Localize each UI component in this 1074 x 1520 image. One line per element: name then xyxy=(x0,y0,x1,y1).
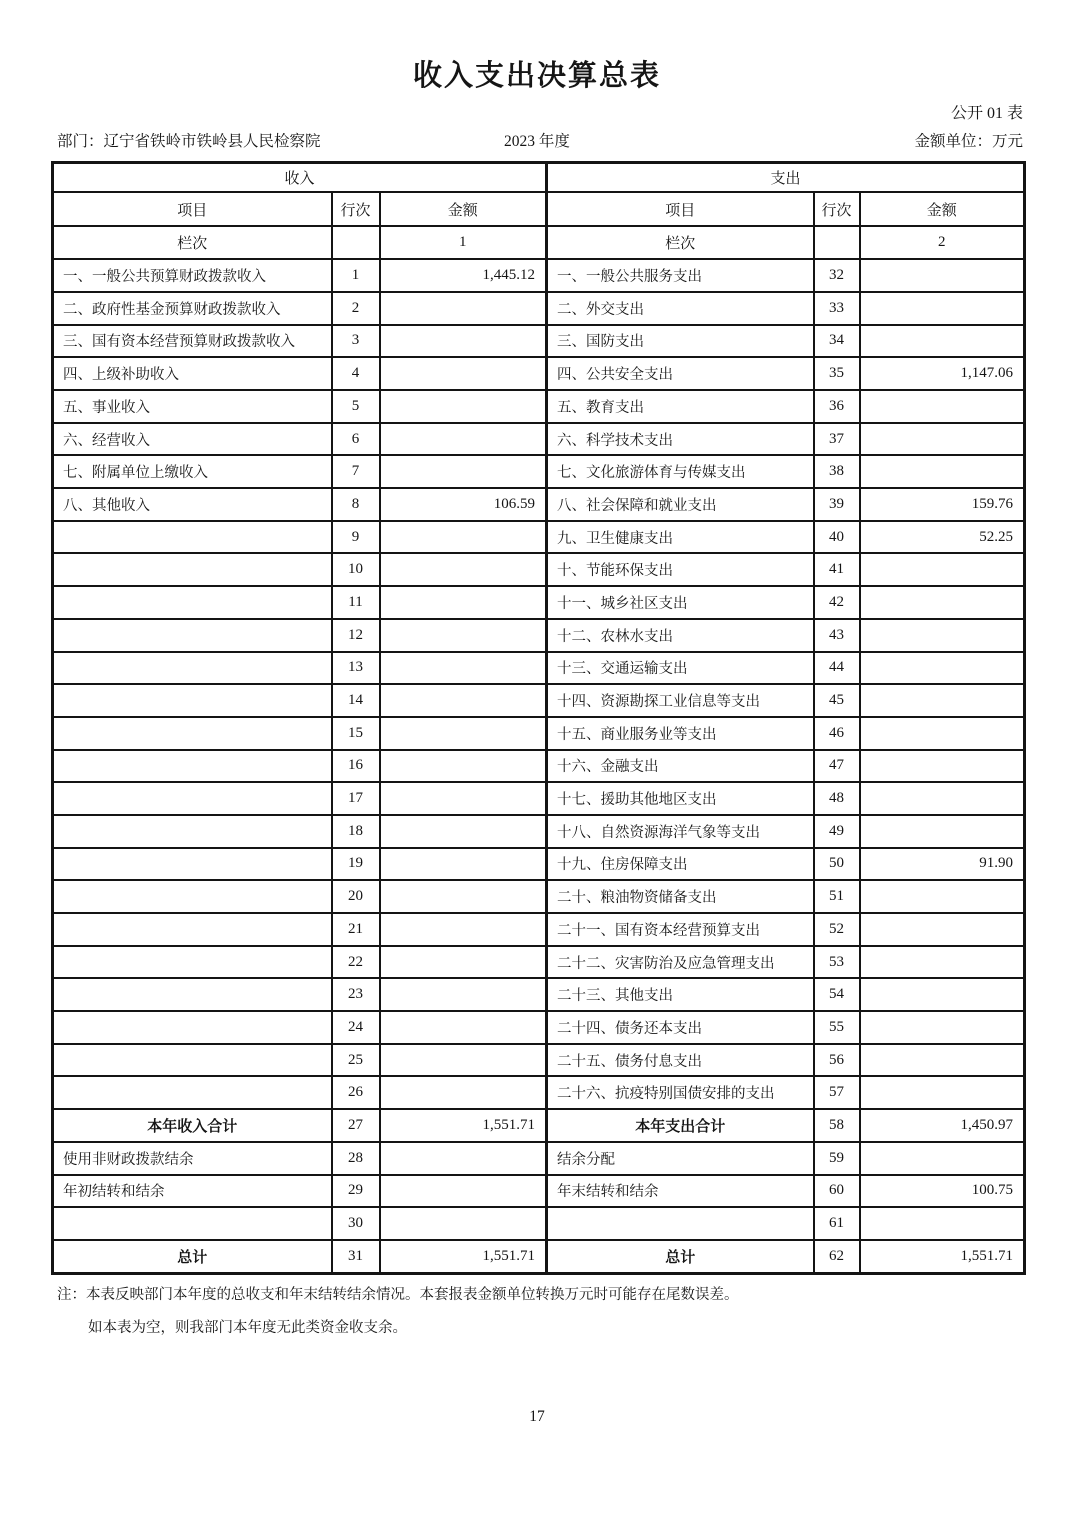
income-amount-cell: 1,551.71 xyxy=(380,1109,547,1142)
expense-line-cell: 32 xyxy=(814,259,860,292)
income-amount-cell: 1,445.12 xyxy=(380,259,547,292)
expense-amount-cell xyxy=(860,717,1025,750)
expense-amount-cell xyxy=(860,325,1025,358)
income-amount-cell xyxy=(380,521,547,554)
expense-amount-cell xyxy=(860,684,1025,717)
income-item-cell xyxy=(53,782,332,815)
unit-label: 金额单位：万元 xyxy=(914,133,1023,151)
expense-item-cell: 二十六、抗疫特别国债安排的支出 xyxy=(547,1076,814,1109)
expense-amount-cell xyxy=(860,423,1025,456)
expense-item-cell: 结余分配 xyxy=(547,1142,814,1175)
income-amount-cell xyxy=(380,586,547,619)
table-row xyxy=(53,390,1025,423)
page-title: 收入支出决算总表 xyxy=(412,60,661,92)
expense-index-value: 2 xyxy=(860,226,1025,259)
table-row xyxy=(53,357,1025,390)
page-content xyxy=(51,103,1023,1337)
income-line-cell: 11 xyxy=(332,586,380,619)
income-amount-cell xyxy=(380,978,547,1011)
column-index-row xyxy=(53,226,1025,259)
income-item-cell: 年初结转和结余 xyxy=(53,1175,332,1208)
income-line-cell: 20 xyxy=(332,880,380,913)
expense-amount-cell xyxy=(860,390,1025,423)
income-amount-cell xyxy=(380,619,547,652)
expense-amount-cell: 52.25 xyxy=(860,521,1025,554)
income-amount-cell xyxy=(380,1076,547,1109)
income-line-cell: 12 xyxy=(332,619,380,652)
expense-line-cell: 53 xyxy=(814,946,860,979)
income-amount-cell xyxy=(380,1207,547,1240)
income-item-cell xyxy=(53,1044,332,1077)
expense-line-cell: 42 xyxy=(814,586,860,619)
expense-item-cell: 二十三、其他支出 xyxy=(547,978,814,1011)
department-label: 部门：辽宁省铁岭市铁岭县人民检察院 xyxy=(57,133,321,151)
income-amount-cell xyxy=(380,848,547,881)
income-amount-cell: 1,551.71 xyxy=(380,1240,547,1273)
expense-item-cell: 二十五、债务付息支出 xyxy=(547,1044,814,1077)
expense-line-header: 行次 xyxy=(814,192,860,226)
expense-item-cell: 二十一、国有资本经营预算支出 xyxy=(547,913,814,946)
income-amount-cell xyxy=(380,782,547,815)
expense-amount-cell: 1,147.06 xyxy=(860,357,1025,390)
expense-item-cell xyxy=(547,1207,814,1240)
income-item-cell xyxy=(53,684,332,717)
income-amount-cell xyxy=(380,717,547,750)
income-line-cell: 8 xyxy=(332,488,380,521)
income-amount-header: 金额 xyxy=(380,192,547,226)
table-row xyxy=(53,1142,1025,1175)
expense-line-cell: 59 xyxy=(814,1142,860,1175)
income-item-cell: 四、上级补助收入 xyxy=(53,357,332,390)
income-item-cell xyxy=(53,586,332,619)
expense-item-cell: 本年支出合计 xyxy=(547,1109,814,1142)
income-item-cell xyxy=(53,750,332,783)
income-line-cell: 14 xyxy=(332,684,380,717)
income-index-label: 栏次 xyxy=(53,226,332,259)
table-row xyxy=(53,325,1025,358)
expense-item-cell: 十九、住房保障支出 xyxy=(547,848,814,881)
expense-amount-cell xyxy=(860,652,1025,685)
income-item-cell: 五、事业收入 xyxy=(53,390,332,423)
income-line-header: 行次 xyxy=(332,192,380,226)
table-label: 公开 01 表 xyxy=(950,105,1023,123)
expense-item-header: 项目 xyxy=(547,192,814,226)
income-item-cell: 二、政府性基金预算财政拨款收入 xyxy=(53,292,332,325)
income-amount-cell xyxy=(380,325,547,358)
table-row xyxy=(53,684,1025,717)
table-row xyxy=(53,619,1025,652)
income-item-cell: 总计 xyxy=(53,1240,332,1273)
income-line-cell: 16 xyxy=(332,750,380,783)
table-body xyxy=(53,259,1025,1273)
expense-item-cell: 十八、自然资源海洋气象等支出 xyxy=(547,815,814,848)
income-amount-cell xyxy=(380,652,547,685)
expense-amount-cell: 159.76 xyxy=(860,488,1025,521)
expense-item-cell: 一、一般公共服务支出 xyxy=(547,259,814,292)
expense-item-cell: 十六、金融支出 xyxy=(547,750,814,783)
income-item-cell: 本年收入合计 xyxy=(53,1109,332,1142)
expense-line-cell: 36 xyxy=(814,390,860,423)
expense-line-cell: 41 xyxy=(814,553,860,586)
year-label: 2023 年度 xyxy=(504,133,570,151)
income-line-cell: 31 xyxy=(332,1240,380,1273)
income-amount-cell xyxy=(380,913,547,946)
income-item-cell: 三、国有资本经营预算财政拨款收入 xyxy=(53,325,332,358)
expense-amount-cell: 100.75 xyxy=(860,1175,1025,1208)
expense-amount-cell xyxy=(860,1142,1025,1175)
expense-line-cell: 44 xyxy=(814,652,860,685)
table-row xyxy=(53,978,1025,1011)
expense-line-cell: 50 xyxy=(814,848,860,881)
expense-line-cell: 38 xyxy=(814,455,860,488)
income-item-cell xyxy=(53,978,332,1011)
income-item-cell xyxy=(53,1207,332,1240)
income-line-cell: 3 xyxy=(332,325,380,358)
expense-amount-cell xyxy=(860,880,1025,913)
expense-item-cell: 三、国防支出 xyxy=(547,325,814,358)
income-line-cell: 27 xyxy=(332,1109,380,1142)
expense-amount-header: 金额 xyxy=(860,192,1025,226)
expense-item-cell: 二十二、灾害防治及应急管理支出 xyxy=(547,946,814,979)
expense-amount-cell xyxy=(860,782,1025,815)
expense-line-cell: 33 xyxy=(814,292,860,325)
income-line-cell: 15 xyxy=(332,717,380,750)
expense-amount-cell xyxy=(860,1044,1025,1077)
expense-amount-cell xyxy=(860,913,1025,946)
table-row xyxy=(53,553,1025,586)
expense-line-cell: 35 xyxy=(814,357,860,390)
income-item-cell xyxy=(53,913,332,946)
expense-amount-cell xyxy=(860,978,1025,1011)
expense-item-cell: 十四、资源勘探工业信息等支出 xyxy=(547,684,814,717)
expense-amount-cell xyxy=(860,292,1025,325)
expense-item-cell: 八、社会保障和就业支出 xyxy=(547,488,814,521)
income-amount-cell xyxy=(380,1011,547,1044)
income-amount-cell xyxy=(380,815,547,848)
table-row xyxy=(53,880,1025,913)
income-expense-table xyxy=(51,161,1026,1274)
income-item-header: 项目 xyxy=(53,192,332,226)
table-row xyxy=(53,488,1025,521)
income-line-cell: 26 xyxy=(332,1076,380,1109)
expense-item-cell: 七、文化旅游体育与传媒支出 xyxy=(547,455,814,488)
column-header-row xyxy=(53,192,1025,226)
table-row xyxy=(53,750,1025,783)
table-row xyxy=(53,455,1025,488)
income-item-cell: 八、其他收入 xyxy=(53,488,332,521)
income-item-cell xyxy=(53,521,332,554)
income-item-cell xyxy=(53,1011,332,1044)
expense-line-cell: 40 xyxy=(814,521,860,554)
income-amount-cell xyxy=(380,1044,547,1077)
income-line-cell: 23 xyxy=(332,978,380,1011)
income-item-cell xyxy=(53,553,332,586)
income-amount-cell xyxy=(380,357,547,390)
expense-item-cell: 六、科学技术支出 xyxy=(547,423,814,456)
expense-amount-cell: 1,551.71 xyxy=(860,1240,1025,1273)
expense-item-cell: 二、外交支出 xyxy=(547,292,814,325)
income-line-cell: 7 xyxy=(332,455,380,488)
income-item-cell xyxy=(53,880,332,913)
expense-amount-cell xyxy=(860,1011,1025,1044)
expense-amount-cell xyxy=(860,946,1025,979)
income-line-cell: 10 xyxy=(332,553,380,586)
income-item-cell xyxy=(53,946,332,979)
income-item-cell xyxy=(53,619,332,652)
expense-line-cell: 46 xyxy=(814,717,860,750)
expense-line-cell: 48 xyxy=(814,782,860,815)
income-line-cell: 1 xyxy=(332,259,380,292)
income-line-cell: 5 xyxy=(332,390,380,423)
expense-amount-cell xyxy=(860,1207,1025,1240)
income-line-cell: 19 xyxy=(332,848,380,881)
income-amount-cell xyxy=(380,553,547,586)
table-row xyxy=(53,815,1025,848)
expense-item-cell: 十一、城乡社区支出 xyxy=(547,586,814,619)
expense-section-header: 支出 xyxy=(547,163,1025,193)
expense-line-cell: 60 xyxy=(814,1175,860,1208)
expense-amount-cell xyxy=(860,553,1025,586)
expense-amount-cell: 1,450.97 xyxy=(860,1109,1025,1142)
expense-line-cell: 39 xyxy=(814,488,860,521)
income-line-cell: 28 xyxy=(332,1142,380,1175)
expense-amount-cell xyxy=(860,586,1025,619)
note-line-2: 如本表为空，则我部门本年度无此类资金收支余。 xyxy=(88,1319,407,1336)
expense-item-cell: 十二、农林水支出 xyxy=(547,619,814,652)
income-line-cell: 24 xyxy=(332,1011,380,1044)
expense-line-cell: 51 xyxy=(814,880,860,913)
table-row xyxy=(53,1011,1025,1044)
table-row xyxy=(53,946,1025,979)
expense-item-cell: 十七、援助其他地区支出 xyxy=(547,782,814,815)
expense-line-cell: 47 xyxy=(814,750,860,783)
expense-amount-cell xyxy=(860,619,1025,652)
expense-index-label: 栏次 xyxy=(547,226,814,259)
income-line-cell: 9 xyxy=(332,521,380,554)
expense-line-cell: 61 xyxy=(814,1207,860,1240)
income-amount-cell: 106.59 xyxy=(380,488,547,521)
income-line-cell: 2 xyxy=(332,292,380,325)
expense-line-cell: 34 xyxy=(814,325,860,358)
table-row xyxy=(53,292,1025,325)
expense-amount-cell xyxy=(860,750,1025,783)
income-amount-cell xyxy=(380,750,547,783)
expense-item-cell: 二十四、债务还本支出 xyxy=(547,1011,814,1044)
expense-line-cell: 58 xyxy=(814,1109,860,1142)
income-amount-cell xyxy=(380,684,547,717)
income-line-cell: 17 xyxy=(332,782,380,815)
expense-amount-cell xyxy=(860,259,1025,292)
table-row xyxy=(53,1175,1025,1208)
table-row xyxy=(53,717,1025,750)
income-section-header: 收入 xyxy=(53,163,547,193)
income-item-cell xyxy=(53,717,332,750)
expense-item-cell: 总计 xyxy=(547,1240,814,1273)
table-row xyxy=(53,1076,1025,1109)
expense-amount-cell xyxy=(860,815,1025,848)
income-amount-cell xyxy=(380,946,547,979)
expense-line-cell: 49 xyxy=(814,815,860,848)
expense-amount-cell xyxy=(860,455,1025,488)
income-line-cell: 6 xyxy=(332,423,380,456)
expense-item-cell: 四、公共安全支出 xyxy=(547,357,814,390)
income-amount-cell xyxy=(380,390,547,423)
income-item-cell: 七、附属单位上缴收入 xyxy=(53,455,332,488)
income-amount-cell xyxy=(380,423,547,456)
table-row xyxy=(53,913,1025,946)
income-line-cell: 4 xyxy=(332,357,380,390)
expense-amount-cell xyxy=(860,1076,1025,1109)
income-amount-cell xyxy=(380,1175,547,1208)
income-item-cell xyxy=(53,1076,332,1109)
expense-line-cell: 55 xyxy=(814,1011,860,1044)
expense-line-cell: 54 xyxy=(814,978,860,1011)
table-row xyxy=(53,259,1025,292)
table-row xyxy=(53,1207,1025,1240)
expense-item-cell: 五、教育支出 xyxy=(547,390,814,423)
table-row xyxy=(53,1240,1025,1273)
expense-index-line-cell xyxy=(814,226,860,259)
expense-line-cell: 57 xyxy=(814,1076,860,1109)
expense-item-cell: 年末结转和结余 xyxy=(547,1175,814,1208)
expense-item-cell: 九、卫生健康支出 xyxy=(547,521,814,554)
income-item-cell xyxy=(53,652,332,685)
income-index-line-cell xyxy=(332,226,380,259)
table-row xyxy=(53,1044,1025,1077)
expense-line-cell: 52 xyxy=(814,913,860,946)
expense-item-cell: 十、节能环保支出 xyxy=(547,553,814,586)
expense-line-cell: 43 xyxy=(814,619,860,652)
table-row xyxy=(53,652,1025,685)
income-line-cell: 21 xyxy=(332,913,380,946)
expense-line-cell: 56 xyxy=(814,1044,860,1077)
expense-item-cell: 二十、粮油物资储备支出 xyxy=(547,880,814,913)
income-line-cell: 22 xyxy=(332,946,380,979)
expense-amount-cell: 91.90 xyxy=(860,848,1025,881)
table-row xyxy=(53,521,1025,554)
section-header-row xyxy=(53,163,1025,193)
table-row xyxy=(53,782,1025,815)
notes xyxy=(51,1285,1023,1338)
income-line-cell: 13 xyxy=(332,652,380,685)
income-item-cell: 一、一般公共预算财政拨款收入 xyxy=(53,259,332,292)
meta-row xyxy=(51,130,1023,154)
income-item-cell: 六、经营收入 xyxy=(53,423,332,456)
income-amount-cell xyxy=(380,292,547,325)
expense-item-cell: 十五、商业服务业等支出 xyxy=(547,717,814,750)
income-line-cell: 30 xyxy=(332,1207,380,1240)
note-line-1: 注：本表反映部门本年度的总收支和年末结转结余情况。本套报表金额单位转换万元时可能存在尾数误差。 xyxy=(57,1286,739,1303)
income-line-cell: 29 xyxy=(332,1175,380,1208)
income-index-value: 1 xyxy=(380,226,547,259)
expense-line-cell: 62 xyxy=(814,1240,860,1273)
income-amount-cell xyxy=(380,1142,547,1175)
page-number: 17 xyxy=(529,1408,545,1425)
table-row xyxy=(53,423,1025,456)
income-line-cell: 25 xyxy=(332,1044,380,1077)
expense-line-cell: 45 xyxy=(814,684,860,717)
income-item-cell xyxy=(53,848,332,881)
income-item-cell: 使用非财政拨款结余 xyxy=(53,1142,332,1175)
income-amount-cell xyxy=(380,455,547,488)
table-row xyxy=(53,1109,1025,1142)
income-line-cell: 18 xyxy=(332,815,380,848)
table-row xyxy=(53,848,1025,881)
income-item-cell xyxy=(53,815,332,848)
expense-item-cell: 十三、交通运输支出 xyxy=(547,652,814,685)
income-amount-cell xyxy=(380,880,547,913)
expense-line-cell: 37 xyxy=(814,423,860,456)
table-row xyxy=(53,586,1025,619)
